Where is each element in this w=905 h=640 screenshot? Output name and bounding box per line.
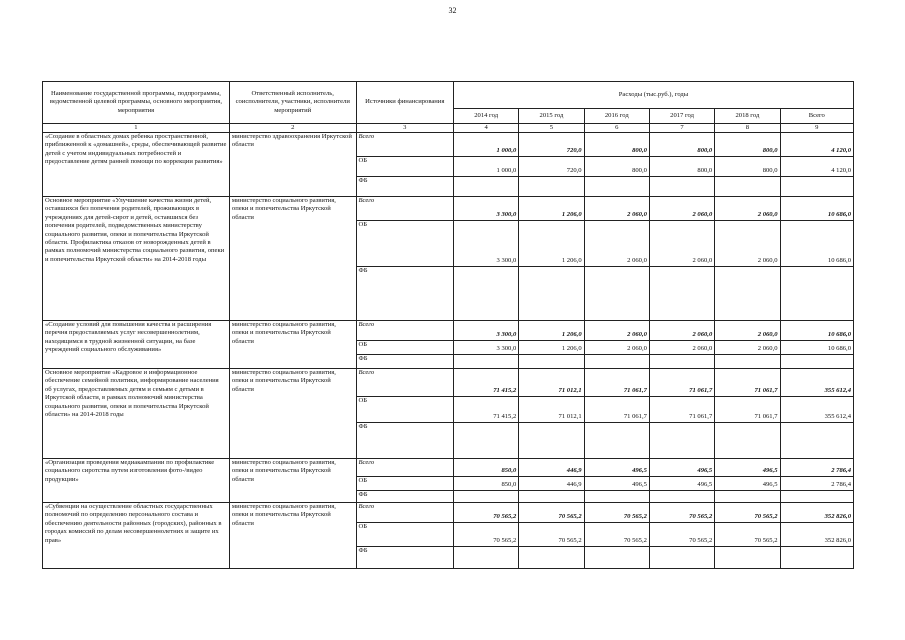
header-total: Всего [780, 109, 853, 124]
fb-value [584, 547, 649, 569]
page-number: 32 [448, 6, 457, 15]
source-ob-label: ОБ [356, 221, 453, 267]
ob-value: 2 060,0 [584, 221, 649, 267]
fb-value [715, 267, 780, 321]
col-number: 4 [453, 124, 518, 133]
ob-value: 2 060,0 [715, 341, 780, 355]
executor-name: министерство здравоохранения Иркутской области [229, 133, 356, 197]
header-source: Источники финансирования [356, 82, 453, 124]
source-fb-label: ФБ [356, 267, 453, 321]
executor-name: министерство социального развития, опеки и попечительства Иркутской области [229, 459, 356, 503]
header-year: 2014 год [453, 109, 518, 124]
fb-value [715, 355, 780, 369]
total-value: 70 565,2 [649, 503, 714, 523]
ob-value: 496,5 [715, 477, 780, 491]
ob-value: 71 061,7 [584, 397, 649, 423]
ob-value: 70 565,2 [519, 523, 584, 547]
fb-value [715, 423, 780, 459]
total-value: 71 061,7 [649, 369, 714, 397]
fb-value [453, 267, 518, 321]
program-name: «Субвенции на осуществление областных государственных полномочий по определению персонального состава и обеспечению деятельности районных (городских), районных в городах комиссий по делам несовершеннолетних и защите их прав» [43, 503, 230, 569]
total-value: 2 060,0 [649, 197, 714, 221]
ob-value: 2 786,4 [780, 477, 853, 491]
source-total-label: Всего [356, 133, 453, 157]
fb-value [584, 355, 649, 369]
fb-value [453, 423, 518, 459]
total-value: 71 415,2 [453, 369, 518, 397]
source-ob-label: ОБ [356, 397, 453, 423]
ob-value: 70 565,2 [649, 523, 714, 547]
source-total-label: Всего [356, 459, 453, 477]
fb-value [649, 491, 714, 503]
ob-value: 10 686,0 [780, 221, 853, 267]
total-value: 3 300,0 [453, 321, 518, 341]
total-value: 496,5 [715, 459, 780, 477]
col-number: 1 [43, 124, 230, 133]
source-ob-label: ОБ [356, 341, 453, 355]
total-value: 1 000,0 [453, 133, 518, 157]
fb-value [453, 491, 518, 503]
ob-value: 4 120,0 [780, 157, 853, 177]
budget-table [42, 81, 854, 569]
table-row [43, 197, 854, 221]
source-fb-label: ФБ [356, 355, 453, 369]
fb-value [715, 547, 780, 569]
total-value: 446,9 [519, 459, 584, 477]
fb-value [780, 177, 853, 197]
executor-name: министерство социального развития, опеки и попечительства Иркутской области [229, 197, 356, 321]
ob-value: 496,5 [584, 477, 649, 491]
program-name: «Организация проведения медиакампании по профилактике социального сиротства путем изготовления фото-/видео продукции» [43, 459, 230, 503]
fb-value [649, 355, 714, 369]
table-row [43, 321, 854, 341]
total-value: 496,5 [649, 459, 714, 477]
fb-value [519, 423, 584, 459]
col-number: 8 [715, 124, 780, 133]
total-value: 800,0 [649, 133, 714, 157]
source-ob-label: ОБ [356, 477, 453, 491]
fb-value [453, 177, 518, 197]
total-value: 71 061,7 [584, 369, 649, 397]
ob-value: 352 826,0 [780, 523, 853, 547]
ob-value: 70 565,2 [453, 523, 518, 547]
fb-value [780, 547, 853, 569]
total-value: 70 565,2 [584, 503, 649, 523]
ob-value: 70 565,2 [584, 523, 649, 547]
fb-value [519, 547, 584, 569]
fb-value [584, 267, 649, 321]
source-total-label: Всего [356, 503, 453, 523]
program-name: Основное мероприятие «Кадровое и информационное обеспечение семейной политики, информирование населения об услугах, предоставляемых детям и семьям с детьми в Иркутской области, в рамках полномочий министерства социального развития, опеки и попечительства Иркутской области» на 2014-2018 годы [43, 369, 230, 459]
fb-value [715, 177, 780, 197]
ob-value: 71 061,7 [715, 397, 780, 423]
table-row [43, 369, 854, 397]
ob-value: 2 060,0 [649, 341, 714, 355]
ob-value: 71 415,2 [453, 397, 518, 423]
col-number: 5 [519, 124, 584, 133]
col-number: 2 [229, 124, 356, 133]
total-value: 850,0 [453, 459, 518, 477]
fb-value [649, 423, 714, 459]
total-value: 496,5 [584, 459, 649, 477]
total-value: 352 826,0 [780, 503, 853, 523]
table-row [43, 503, 854, 523]
total-value: 1 206,0 [519, 197, 584, 221]
ob-value: 2 060,0 [584, 341, 649, 355]
total-value: 4 120,0 [780, 133, 853, 157]
table-row [43, 459, 854, 477]
ob-value: 720,0 [519, 157, 584, 177]
ob-value: 3 300,0 [453, 221, 518, 267]
program-name: Основное мероприятие «Улучшение качества жизни детей, оставшихся без попечения родителей, проживающих в учреждениях для детей-сирот и детей, оставшихся без попечения родителей, подведомственных министерству социального развития, опеки и попечительства Иркутской области. Профилактика отказов от новорожденных детей в рамках полномочий министерства социального развития, опеки и попечительства Иркутской области» на 2014-2018 годы [43, 197, 230, 321]
fb-value [584, 423, 649, 459]
source-fb-label: ФБ [356, 491, 453, 503]
source-ob-label: ОБ [356, 157, 453, 177]
total-value: 70 565,2 [453, 503, 518, 523]
ob-value: 850,0 [453, 477, 518, 491]
total-value: 2 060,0 [584, 197, 649, 221]
total-value: 71 061,7 [715, 369, 780, 397]
total-value: 10 686,0 [780, 197, 853, 221]
total-value: 70 565,2 [519, 503, 584, 523]
fb-value [584, 491, 649, 503]
source-fb-label: ФБ [356, 423, 453, 459]
ob-value: 2 060,0 [715, 221, 780, 267]
budget-table-frame [42, 81, 854, 575]
fb-value [780, 491, 853, 503]
fb-value [519, 267, 584, 321]
col-number: 3 [356, 124, 453, 133]
program-name: «Создание в областных домах ребенка пространственной, приближенной к «домашней», среды, обеспечивающей развитие детей с учетом индивидуальных потребностей и предоставление детям ранней помощи по коррекции развития» [43, 133, 230, 197]
total-value: 800,0 [584, 133, 649, 157]
fb-value [715, 491, 780, 503]
total-value: 2 060,0 [649, 321, 714, 341]
total-value: 3 300,0 [453, 197, 518, 221]
ob-value: 10 686,0 [780, 341, 853, 355]
fb-value [519, 355, 584, 369]
ob-value: 1 000,0 [453, 157, 518, 177]
fb-value [780, 355, 853, 369]
source-fb-label: ФБ [356, 177, 453, 197]
ob-value: 800,0 [649, 157, 714, 177]
header-executor: Ответственный исполнитель, соисполнители, участники, исполнители мероприятий [229, 82, 356, 124]
executor-name: министерство социального развития, опеки и попечительства Иркутской области [229, 321, 356, 369]
total-value: 2 786,4 [780, 459, 853, 477]
source-ob-label: ОБ [356, 523, 453, 547]
ob-value: 71 012,1 [519, 397, 584, 423]
fb-value [519, 491, 584, 503]
header-year: 2018 год [715, 109, 780, 124]
ob-value: 355 612,4 [780, 397, 853, 423]
source-total-label: Всего [356, 321, 453, 341]
total-value: 2 060,0 [715, 321, 780, 341]
total-value: 2 060,0 [715, 197, 780, 221]
fb-value [780, 423, 853, 459]
ob-value: 1 206,0 [519, 341, 584, 355]
ob-value: 800,0 [715, 157, 780, 177]
col-number: 7 [649, 124, 714, 133]
fb-value [584, 177, 649, 197]
table-row [43, 133, 854, 157]
header-year: 2017 год [649, 109, 714, 124]
col-number: 6 [584, 124, 649, 133]
total-value: 70 565,2 [715, 503, 780, 523]
total-value: 71 012,1 [519, 369, 584, 397]
ob-value: 2 060,0 [649, 221, 714, 267]
header-name: Наименование государственной программы, подпрограммы, ведомственной целевой программы, основного мероприятия, мероприятия [43, 82, 230, 124]
col-number: 9 [780, 124, 853, 133]
ob-value: 446,9 [519, 477, 584, 491]
header-year: 2015 год [519, 109, 584, 124]
source-total-label: Всего [356, 369, 453, 397]
fb-value [649, 177, 714, 197]
source-fb-label: ФБ [356, 547, 453, 569]
fb-value [519, 177, 584, 197]
executor-name: министерство социального развития, опеки и попечительства Иркутской области [229, 369, 356, 459]
ob-value: 800,0 [584, 157, 649, 177]
fb-value [780, 267, 853, 321]
ob-value: 71 061,7 [649, 397, 714, 423]
source-total-label: Всего [356, 197, 453, 221]
ob-value: 496,5 [649, 477, 714, 491]
fb-value [453, 547, 518, 569]
total-value: 800,0 [715, 133, 780, 157]
program-name: «Создание условий для повышения качества и расширения перечня предоставляемых услуг несовершеннолетним, находящимся в трудной жизненной ситуации, на базе учреждений социального обслуживания» [43, 321, 230, 369]
ob-value: 1 206,0 [519, 221, 584, 267]
ob-value: 70 565,2 [715, 523, 780, 547]
fb-value [453, 355, 518, 369]
header-year: 2016 год [584, 109, 649, 124]
total-value: 1 206,0 [519, 321, 584, 341]
executor-name: министерство социального развития, опеки и попечительства Иркутской области [229, 503, 356, 569]
total-value: 720,0 [519, 133, 584, 157]
ob-value: 3 300,0 [453, 341, 518, 355]
total-value: 355 612,4 [780, 369, 853, 397]
total-value: 10 686,0 [780, 321, 853, 341]
header-expenses: Расходы (тыс.руб.), годы [453, 82, 853, 109]
fb-value [649, 267, 714, 321]
fb-value [649, 547, 714, 569]
total-value: 2 060,0 [584, 321, 649, 341]
